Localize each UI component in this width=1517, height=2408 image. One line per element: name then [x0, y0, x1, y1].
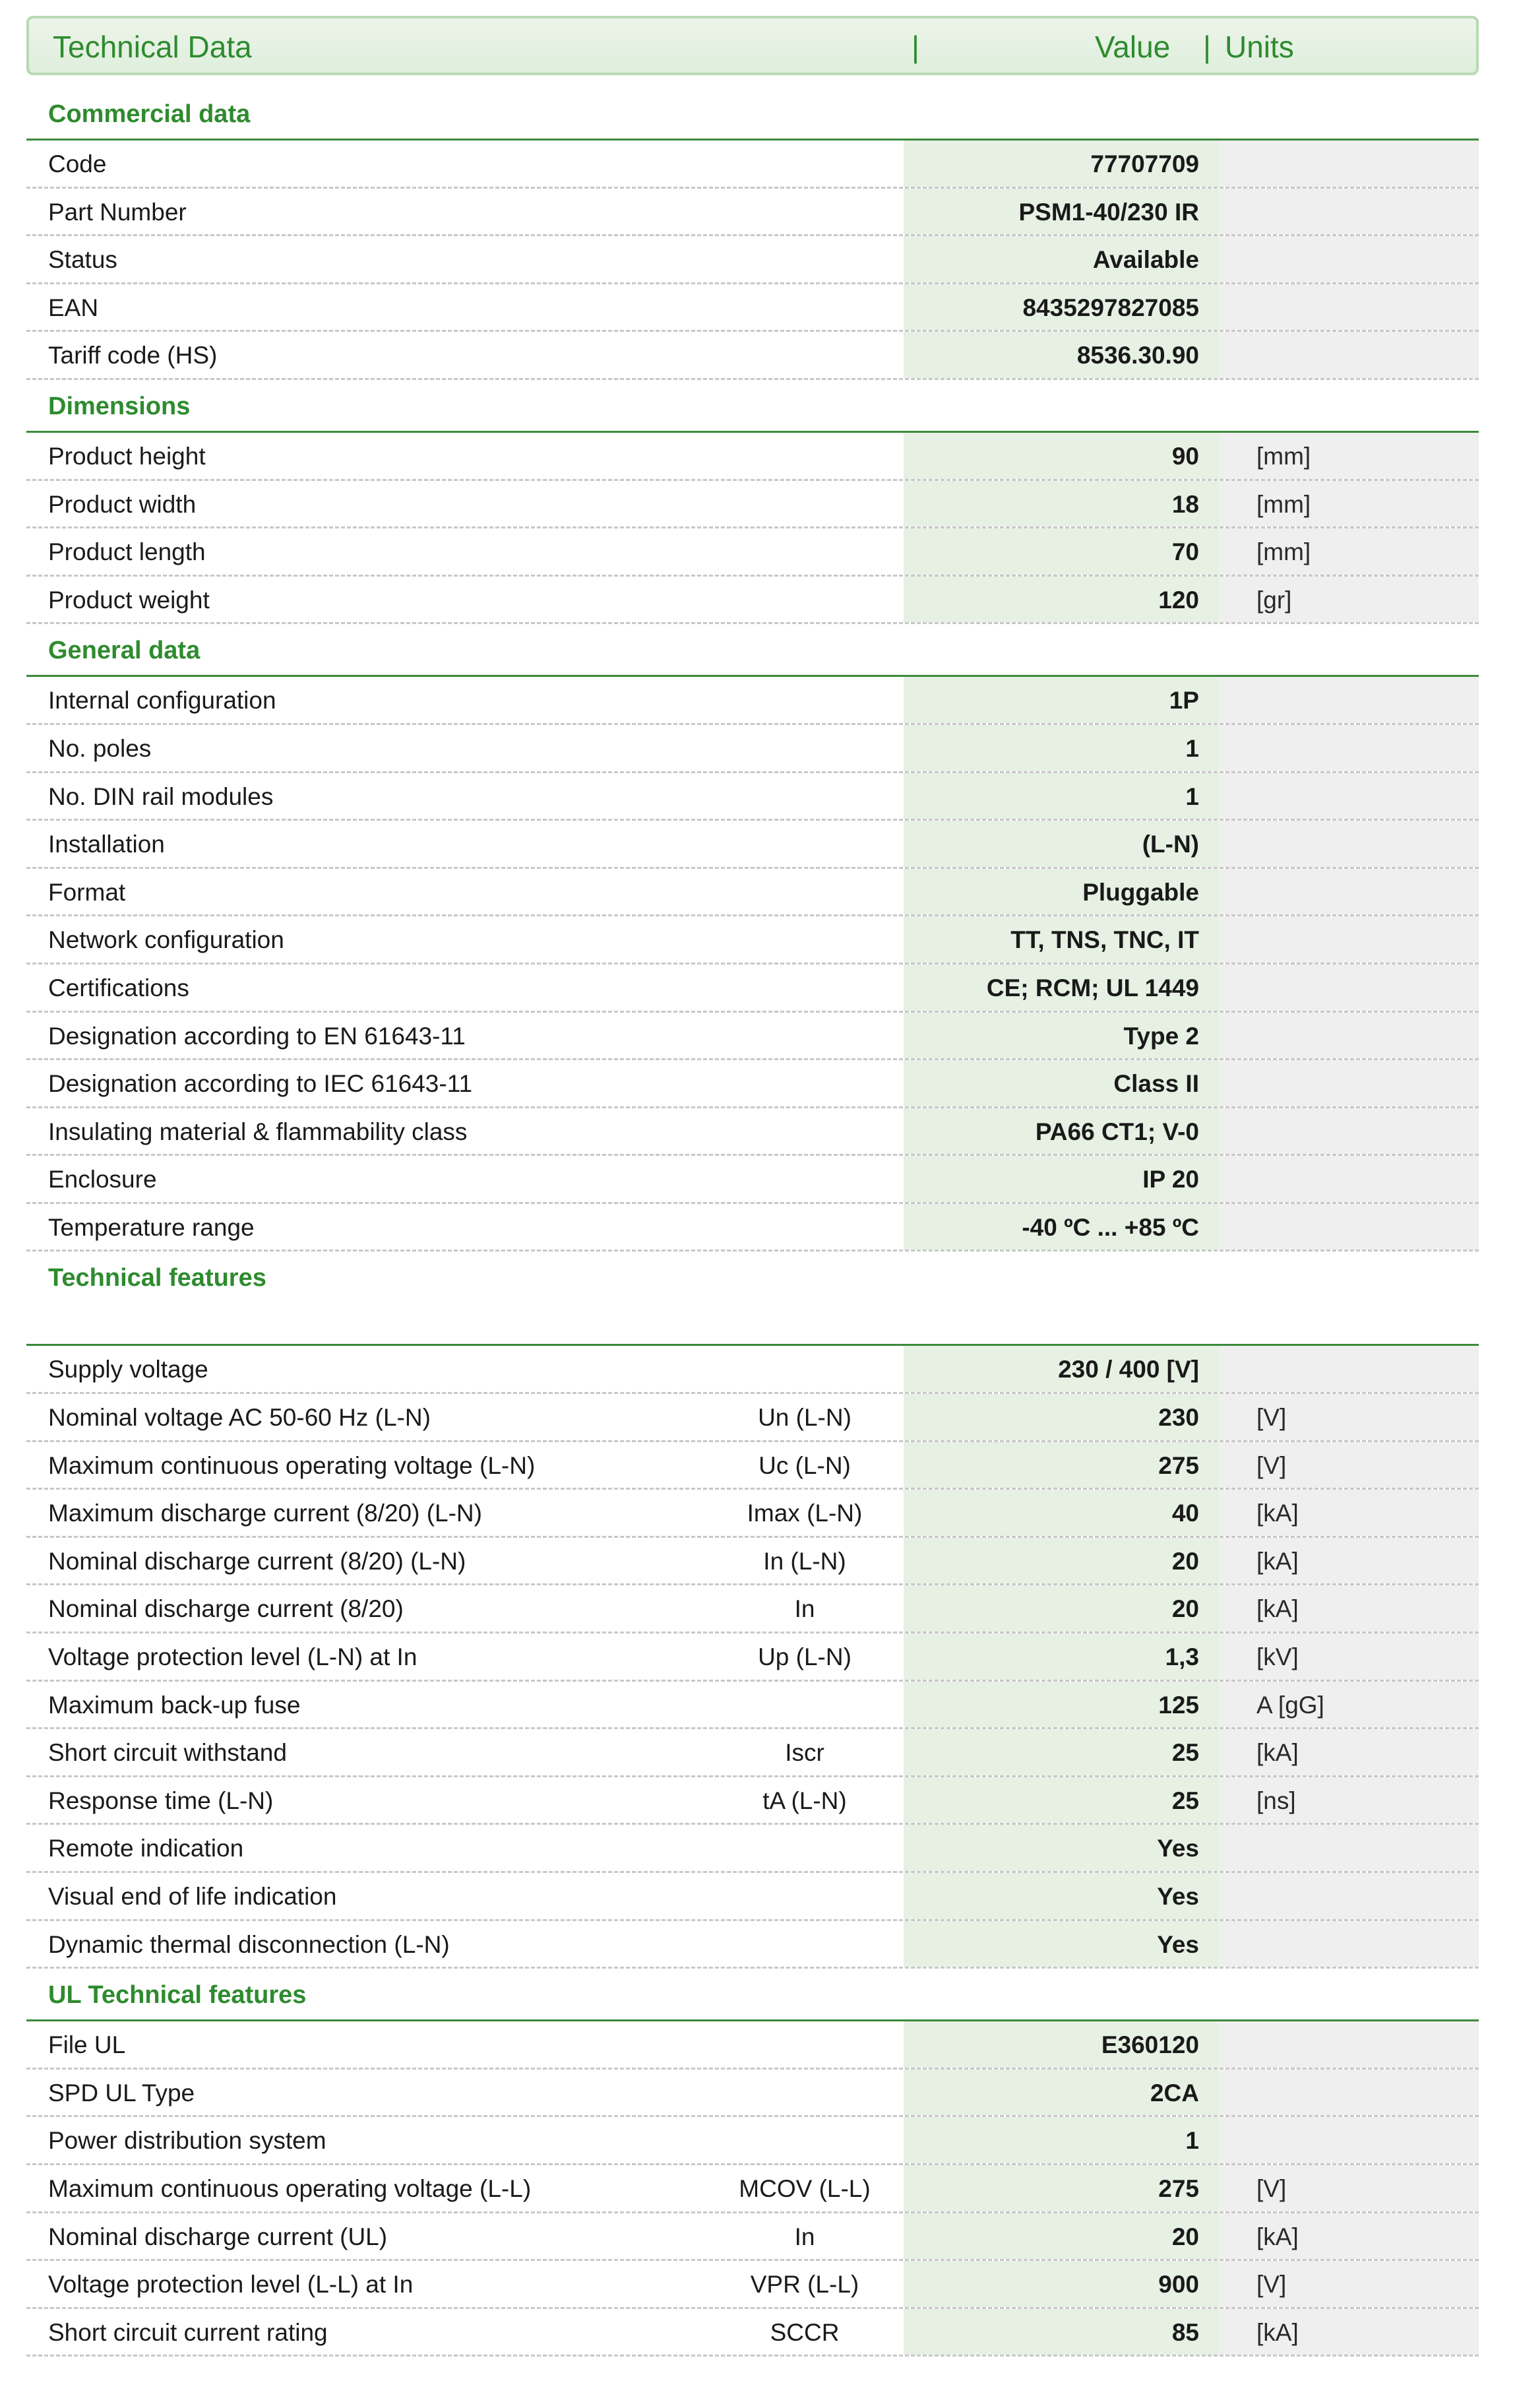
row-label: Product weight	[48, 586, 210, 614]
table-row	[26, 1346, 1479, 1394]
row-unit	[1219, 725, 1479, 771]
row-unit: [kA]	[1219, 2213, 1479, 2260]
table-row	[26, 1682, 1479, 1730]
table-row	[26, 141, 1479, 189]
row-value: IP 20	[904, 1156, 1219, 1202]
row-symbol: Up (L-N)	[758, 1643, 851, 1671]
row-unit: [V]	[1219, 2261, 1479, 2307]
table-row	[26, 1873, 1479, 1921]
row-value: 120	[904, 577, 1219, 623]
row-value: E360120	[904, 2021, 1219, 2068]
section-title: General data	[26, 624, 1479, 677]
row-label: Enclosure	[48, 1166, 157, 1193]
table-row	[26, 2117, 1479, 2165]
row-unit	[1219, 2070, 1479, 2116]
row-value: -40 ºC ... +85 ºC	[904, 1204, 1219, 1250]
table-row	[26, 677, 1479, 725]
row-unit	[1219, 1873, 1479, 1919]
row-value: 90	[904, 433, 1219, 479]
row-label: Designation according to IEC 61643-11	[48, 1070, 473, 1098]
header-title: Technical Data	[53, 30, 252, 64]
row-unit: A [gG]	[1219, 1682, 1479, 1728]
row-unit: [kA]	[1219, 1490, 1479, 1536]
row-value: 275	[904, 1442, 1219, 1488]
row-symbol: SCCR	[770, 2318, 840, 2346]
row-value: 1	[904, 725, 1219, 771]
row-unit	[1219, 284, 1479, 331]
row-value: 2CA	[904, 2070, 1219, 2116]
row-label: Designation according to EN 61643-11	[48, 1022, 466, 1050]
table-row	[26, 916, 1479, 965]
row-unit	[1219, 1921, 1479, 1967]
row-label: Internal configuration	[48, 687, 276, 714]
row-value: 70	[904, 528, 1219, 575]
row-label: Response time (L-N)	[48, 1787, 274, 1814]
section-title: Commercial data	[26, 88, 1479, 141]
table-row	[26, 773, 1479, 821]
table-row	[26, 725, 1479, 773]
row-symbol: tA (L-N)	[762, 1787, 847, 1814]
section-title: Dimensions	[26, 380, 1479, 433]
row-symbol: In (L-N)	[763, 1547, 846, 1575]
row-value: 900	[904, 2261, 1219, 2307]
row-value: 20	[904, 1585, 1219, 1632]
table-row	[26, 284, 1479, 333]
table-row	[26, 1442, 1479, 1490]
table-row	[26, 1156, 1479, 1204]
row-unit	[1219, 1825, 1479, 1871]
row-unit: [V]	[1219, 2165, 1479, 2211]
row-value: 18	[904, 481, 1219, 527]
row-label: Nominal discharge current (UL)	[48, 2223, 388, 2250]
row-unit	[1219, 821, 1479, 867]
row-value: CE; RCM; UL 1449	[904, 965, 1219, 1011]
row-label: Insulating material & flammability class	[48, 1118, 468, 1145]
row-symbol: MCOV (L-L)	[739, 2174, 871, 2202]
row-value: (L-N)	[904, 821, 1219, 867]
table-row	[26, 965, 1479, 1013]
row-unit	[1219, 1060, 1479, 1106]
row-symbol: Uc (L-N)	[758, 1451, 851, 1479]
row-value: TT, TNS, TNC, IT	[904, 916, 1219, 963]
table-row	[26, 1777, 1479, 1825]
table-row	[26, 577, 1479, 625]
row-unit	[1219, 773, 1479, 819]
row-unit: [kA]	[1219, 1585, 1479, 1632]
row-unit	[1219, 2117, 1479, 2163]
table-row	[26, 332, 1479, 380]
row-label: Format	[48, 878, 126, 906]
section-title: UL Technical features	[26, 1969, 1479, 2021]
table-row	[26, 1394, 1479, 1442]
row-symbol: In	[794, 1595, 815, 1623]
row-unit	[1219, 189, 1479, 235]
table-row	[26, 869, 1479, 917]
row-symbol: Un (L-N)	[758, 1404, 851, 1432]
row-value: 1,3	[904, 1633, 1219, 1680]
row-unit: [kA]	[1219, 1538, 1479, 1584]
row-value: 85	[904, 2309, 1219, 2355]
row-symbol: In	[794, 2223, 815, 2250]
row-label: No. DIN rail modules	[48, 782, 274, 810]
table-row	[26, 821, 1479, 869]
row-value: 20	[904, 1538, 1219, 1584]
table-row	[26, 433, 1479, 481]
row-unit	[1219, 2021, 1479, 2068]
row-unit	[1219, 965, 1479, 1011]
row-symbol: VPR (L-L)	[750, 2271, 859, 2298]
row-label: File UL	[48, 2031, 126, 2059]
table-row	[26, 1538, 1479, 1586]
row-unit: [mm]	[1219, 481, 1479, 527]
row-label: Part Number	[48, 198, 187, 226]
row-value: 40	[904, 1490, 1219, 1536]
table-row	[26, 2021, 1479, 2070]
header-value: Value	[1095, 30, 1171, 64]
header-units: Units	[1225, 30, 1294, 64]
row-unit	[1219, 332, 1479, 378]
row-label: Nominal discharge current (8/20)	[48, 1595, 404, 1623]
row-unit: [kA]	[1219, 1729, 1479, 1775]
table-row	[26, 236, 1479, 284]
row-label: SPD UL Type	[48, 2079, 195, 2107]
row-value: Yes	[904, 1825, 1219, 1871]
table-row	[26, 1825, 1479, 1873]
row-value: Type 2	[904, 1013, 1219, 1059]
row-label: Nominal discharge current (8/20) (L-N)	[48, 1547, 466, 1575]
row-value: PA66 CT1; V-0	[904, 1108, 1219, 1155]
table-row	[26, 1633, 1479, 1682]
row-value: 20	[904, 2213, 1219, 2260]
row-unit: [mm]	[1219, 528, 1479, 575]
row-label: Dynamic thermal disconnection (L-N)	[48, 1930, 450, 1958]
row-label: Power distribution system	[48, 2127, 326, 2155]
row-value: 1P	[904, 677, 1219, 723]
row-label: Maximum continuous operating voltage (L-L)	[48, 2174, 532, 2202]
row-unit: [V]	[1219, 1442, 1479, 1488]
row-label: Remote indication	[48, 1835, 244, 1862]
row-value: 8536.30.90	[904, 332, 1219, 378]
row-label: Short circuit withstand	[48, 1739, 287, 1767]
row-value: PSM1-40/230 IR	[904, 189, 1219, 235]
row-label: Maximum back-up fuse	[48, 1691, 301, 1719]
row-label: Visual end of life indication	[48, 1883, 337, 1910]
row-unit: [kA]	[1219, 2309, 1479, 2355]
row-value: 275	[904, 2165, 1219, 2211]
row-label: Network configuration	[48, 926, 284, 954]
row-value: Yes	[904, 1873, 1219, 1919]
row-label: Code	[48, 150, 107, 177]
row-unit: [kV]	[1219, 1633, 1479, 1680]
table-row	[26, 2213, 1479, 2262]
table-row	[26, 528, 1479, 577]
table-row	[26, 1204, 1479, 1252]
row-unit	[1219, 1013, 1479, 1059]
table-row	[26, 2070, 1479, 2118]
row-unit	[1219, 236, 1479, 282]
row-label: Maximum discharge current (8/20) (L-N)	[48, 1500, 482, 1527]
row-label: Product length	[48, 538, 206, 566]
row-unit: [mm]	[1219, 433, 1479, 479]
row-label: Maximum continuous operating voltage (L-N)	[48, 1451, 536, 1479]
row-label: Status	[48, 246, 117, 274]
row-value: Class II	[904, 1060, 1219, 1106]
row-value: 1	[904, 773, 1219, 819]
row-value: 25	[904, 1777, 1219, 1823]
table-row	[26, 1013, 1479, 1061]
table-header	[26, 16, 1479, 75]
row-label: Product width	[48, 490, 197, 518]
table-row	[26, 1108, 1479, 1156]
row-unit	[1219, 1108, 1479, 1155]
header-separator: |	[912, 30, 919, 64]
row-value: Pluggable	[904, 869, 1219, 915]
row-symbol: Iscr	[785, 1739, 824, 1767]
row-label: Voltage protection level (L-L) at In	[48, 2271, 414, 2298]
row-unit: [V]	[1219, 1394, 1479, 1440]
table-row	[26, 1585, 1479, 1633]
row-label: EAN	[48, 294, 99, 321]
table-row	[26, 2309, 1479, 2357]
spec-table	[26, 88, 1479, 2357]
row-label: Voltage protection level (L-N) at In	[48, 1643, 418, 1671]
row-label: Certifications	[48, 974, 189, 1001]
row-label: Temperature range	[48, 1213, 255, 1241]
table-row	[26, 1060, 1479, 1108]
table-row	[26, 481, 1479, 529]
table-row	[26, 2261, 1479, 2309]
table-row	[26, 2165, 1479, 2213]
table-row	[26, 1921, 1479, 1969]
row-label: Nominal voltage AC 50-60 Hz (L-N)	[48, 1404, 431, 1432]
table-row	[26, 1490, 1479, 1538]
row-label: Installation	[48, 831, 165, 858]
row-value: 25	[904, 1729, 1219, 1775]
row-label: No. poles	[48, 734, 152, 762]
row-label: Supply voltage	[48, 1356, 208, 1383]
row-unit: [gr]	[1219, 577, 1479, 623]
row-value: 77707709	[904, 141, 1219, 187]
row-unit	[1219, 677, 1479, 723]
row-symbol: Imax (L-N)	[747, 1500, 863, 1527]
row-label: Product height	[48, 442, 206, 470]
table-row	[26, 189, 1479, 237]
row-value: Yes	[904, 1921, 1219, 1967]
section-title: Technical features	[26, 1252, 1479, 1346]
row-unit: [ns]	[1219, 1777, 1479, 1823]
row-value: 8435297827085	[904, 284, 1219, 331]
row-value: 230	[904, 1394, 1219, 1440]
row-unit	[1219, 1204, 1479, 1250]
row-unit	[1219, 141, 1479, 187]
row-label: Tariff code (HS)	[48, 342, 218, 369]
row-unit	[1219, 1156, 1479, 1202]
row-label: Short circuit current rating	[48, 2318, 328, 2346]
row-value: 125	[904, 1682, 1219, 1728]
table-row	[26, 1729, 1479, 1777]
row-value: 230 / 400 [V]	[904, 1346, 1219, 1392]
header-separator: |	[1203, 30, 1211, 64]
row-unit	[1219, 916, 1479, 963]
row-unit	[1219, 869, 1479, 915]
row-unit	[1219, 1346, 1479, 1392]
row-value: 1	[904, 2117, 1219, 2163]
row-value: Available	[904, 236, 1219, 282]
